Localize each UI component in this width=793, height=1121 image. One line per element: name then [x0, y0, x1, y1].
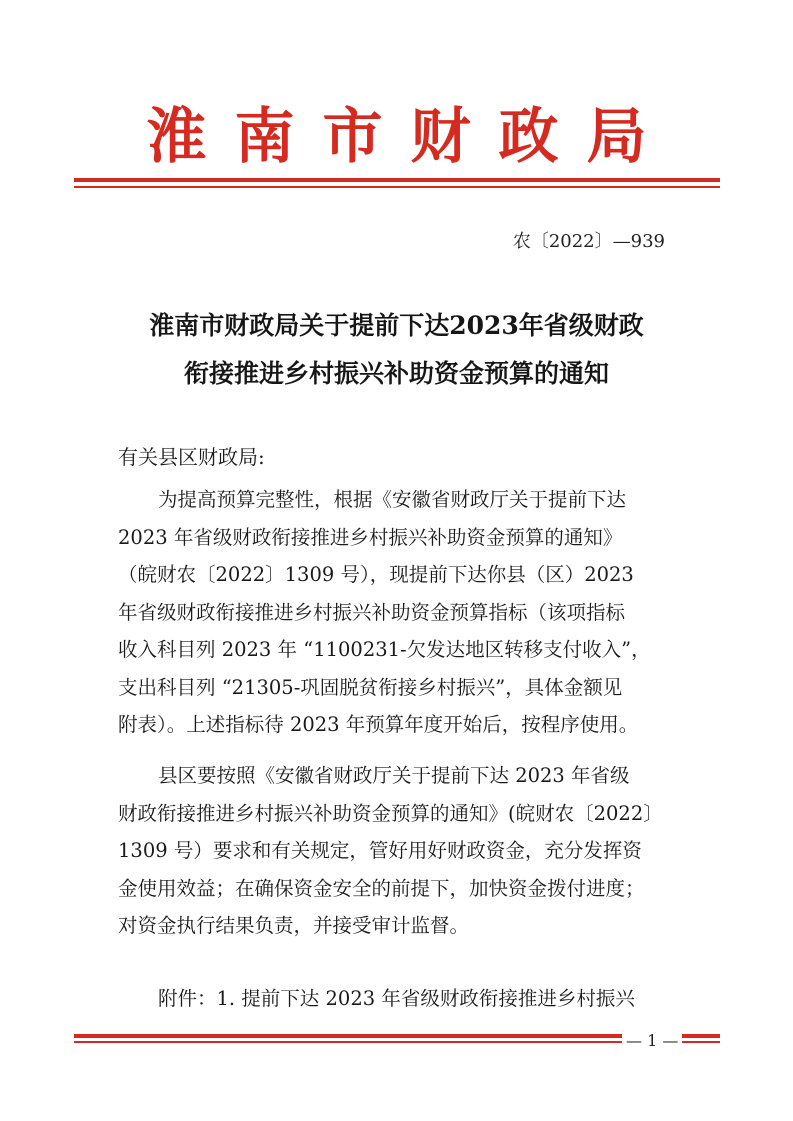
paragraph-line: （皖财农〔2022〕1309 号），现提前下达你县（区）2023: [118, 563, 634, 586]
paragraph-line: 为提高预算完整性，根据《安徽省财政厅关于提前下达: [158, 488, 627, 511]
paragraph-line: 对资金执行结果负责，并接受审计监督。: [118, 914, 470, 937]
masthead-rule-thin: [74, 186, 720, 188]
paragraph-line: 1309 号）要求和有关规定，管好用好财政资金，充分发挥资: [118, 839, 642, 862]
title-line-1: 淮南市财政局关于提前下达2023年省级财政: [149, 311, 644, 340]
masthead: 淮南市财政局: [146, 102, 675, 172]
paragraph-line: 县区要按照《安徽省财政厅关于提前下达 2023 年省级: [158, 764, 630, 787]
attachment-line: 附件：1. 提前下达 2023 年省级财政衔接推进乡村振兴: [158, 987, 635, 1010]
paragraph-line: 支出科目列 “21305-巩固脱贫衔接乡村振兴”，具体金额见: [118, 675, 623, 699]
document-title: [0, 302, 793, 398]
masthead-rule-thick: [74, 178, 720, 182]
paragraph-2: [118, 757, 693, 945]
addressee: 有关县区财政局:: [118, 445, 265, 469]
paragraph-line: 金使用效益；在确保资金安全的前提下，加快资金拨付进度；: [118, 876, 645, 900]
paragraph-line: 附表）。上述指标待 2023 年预算年度开始后，按程序使用。: [118, 713, 639, 736]
paragraph-line: 收入科目列 2023 年 “1100231-欠发达地区转移支付收入”，: [118, 638, 651, 661]
document-number: 农〔2022〕—939: [512, 231, 665, 252]
paragraph-line: 财政衔接推进乡村振兴补助资金预算的通知》(皖财农〔2022〕: [118, 801, 663, 825]
paragraph-line: 年省级财政衔接推进乡村振兴补助资金预算指标（该项指标: [118, 600, 626, 624]
page-number: — 1 —: [622, 1030, 682, 1052]
title-line-2: 衔接推进乡村振兴补助资金预算的通知: [183, 359, 609, 388]
paragraph-1: [118, 481, 693, 744]
paragraph-line: 2023 年省级财政衔接推进乡村振兴补助资金预算的通知》: [118, 525, 623, 549]
